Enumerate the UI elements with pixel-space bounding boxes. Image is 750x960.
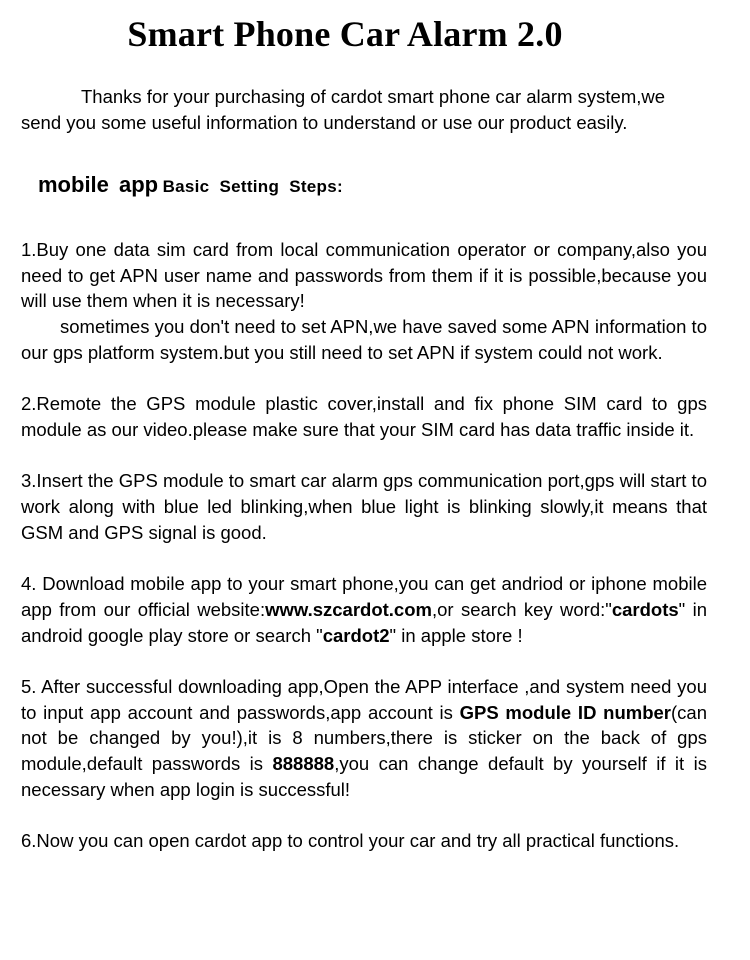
step-4-text: " in apple store ! [389, 624, 523, 646]
android-keyword: cardots [611, 598, 679, 620]
section-heading-app: mobile app [38, 172, 159, 197]
page-title: Smart Phone Car Alarm 2.0 [127, 14, 563, 54]
website-link: www.szcardot.com [265, 598, 432, 620]
section-heading [38, 172, 343, 198]
step-6: 6.Now you can open cardot app to control your car and try all practical functions. [21, 830, 680, 852]
step-4-text: " in android google play store or search " [21, 598, 707, 646]
default-password: 888888 [272, 753, 335, 774]
step-4 [21, 571, 707, 648]
account-info: GPS module ID number [459, 701, 672, 723]
intro-paragraph [21, 84, 709, 136]
steps-list [21, 237, 707, 854]
step-5 [21, 674, 707, 803]
step-1: 1.Buy one data sim card from local communication operator or company,also you need to get APN user name and passwords from them if it is possible,because you will use them when it is necessary! [21, 239, 707, 312]
step-1-note-text: sometimes you don't need to set APN,we have saved some APN information to our gps platform system.but you still need to set APN if system could not work. [21, 316, 707, 363]
step-5-text: (can not be changed by you!),it is 8 numbers,there is sticker on the back of gps module,default passwords is [21, 701, 708, 774]
step-3: 3.Insert the GPS module to smart car alarm gps communication port,gps will start to work along with blue led blinking,when blue light is blinking slowly,it means that GSM and GPS signal is good. [21, 470, 707, 543]
intro-text: Thanks for your purchasing of cardot smart phone car alarm system,we send you some useful information to understand or use our product easily. [21, 86, 666, 133]
step-5-text: 5. After successful downloading app,Open the APP interface ,and system need you to input app account and passwords,app account is [21, 675, 707, 723]
section-heading-steps: Basic Setting Steps: [162, 177, 343, 196]
step-5-text: ,you can change default by yourself if it is necessary when app login is successful! [21, 753, 707, 800]
step-4-text: ,or search key word:" [431, 598, 612, 620]
step-1-note [21, 314, 707, 365]
step-2: 2.Remote the GPS module plastic cover,install and fix phone SIM card to gps module as our video.please make sure that your SIM card has data traffic inside it. [21, 393, 707, 440]
ios-keyword: cardot2 [322, 624, 390, 646]
step-4-text: 4. Download mobile app to your smart phone,you can get andriod or iphone mobile app from our official website: [21, 573, 707, 620]
